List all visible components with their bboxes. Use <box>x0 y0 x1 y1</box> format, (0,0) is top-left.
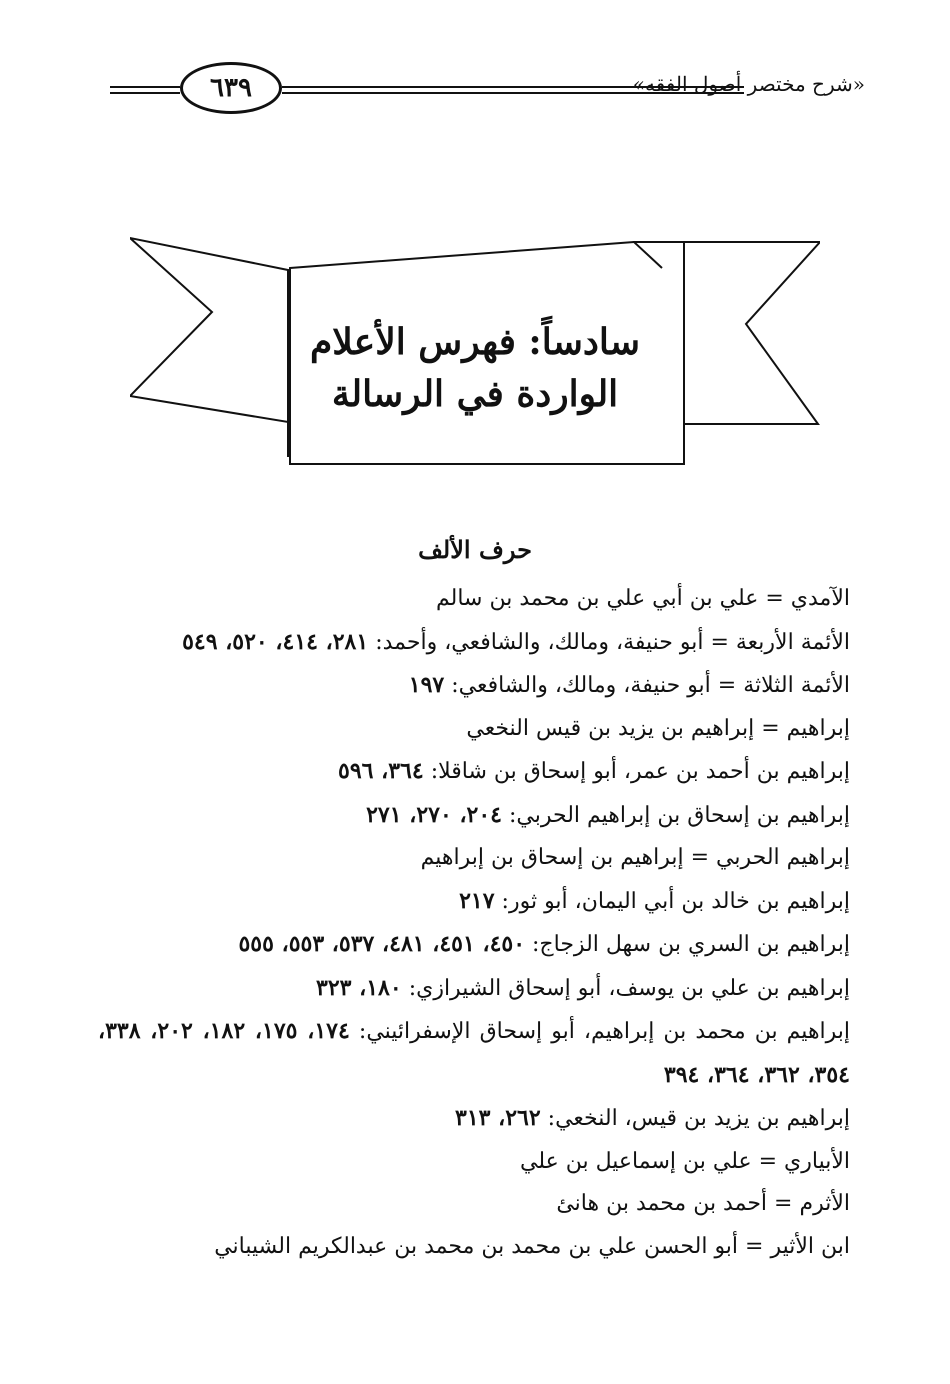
entry-name: إبراهيم بن يزيد بن قيس، النخعي: <box>547 1106 850 1131</box>
index-entry <box>98 794 850 838</box>
index-entry <box>98 967 850 1011</box>
entry-name: الأئمة الأربعة = أبو حنيفة، ومالك، والشافعي، وأحمد: <box>375 629 850 655</box>
index-entry <box>98 1097 850 1141</box>
entry-pages: ٣٦٤، ٥٩٦ <box>338 758 424 784</box>
index-entry <box>98 1141 850 1184</box>
index-entry <box>98 837 850 880</box>
index-entry <box>98 1183 850 1226</box>
entry-name: الأثرم = أحمد بن محمد بن هانئ <box>556 1191 850 1216</box>
entry-name: ابن الأثير = أبو الحسن علي بن محمد بن محمد بن عبدالكريم الشيباني <box>214 1233 850 1259</box>
index-entries <box>98 578 850 1268</box>
index-entry <box>98 621 850 665</box>
chapter-title-line-2: الواردة في الرسالة <box>331 373 619 415</box>
entry-name: إبراهيم بن أحمد بن عمر، أبو إسحاق بن شاقلا: <box>430 759 850 784</box>
page-number: ٦٣٩ <box>180 62 282 114</box>
chapter-title <box>290 316 660 420</box>
entry-name: إبراهيم بن خالد بن أبي اليمان، أبو ثور: <box>501 888 850 914</box>
entry-pages: ٢٠٤، ٢٧٠، ٢٧١ <box>366 801 502 828</box>
section-heading: حرف الألف <box>418 535 532 564</box>
index-entry <box>98 1010 850 1097</box>
entry-name: إبراهيم بن علي بن يوسف، أبو إسحاق الشيرازي: <box>408 975 850 1001</box>
header-rule-left <box>110 86 180 94</box>
entry-name: الآمدي = علي بن أبي علي بن محمد بن سالم <box>436 586 850 611</box>
entry-pages: ١٨٠، ٣٢٣ <box>316 974 402 1001</box>
entry-name: الأبياري = علي بن إسماعيل بن علي <box>520 1148 850 1174</box>
chapter-title-line-1: سادساً: فهرس الأعلام <box>309 321 641 363</box>
chapter-banner <box>130 228 820 468</box>
entry-name: إبراهيم الحربي = إبراهيم بن إسحاق بن إبراهيم <box>420 845 850 870</box>
entry-name: الأئمة الثلاثة = أبو حنيفة، ومالك، والشافعي: <box>451 673 850 698</box>
entry-name: إبراهيم بن محمد بن إبراهيم، أبو إسحاق الإسفرائيني: <box>358 1019 851 1044</box>
index-entry <box>98 578 850 621</box>
entry-pages: ٤٥٠، ٤٥١، ٤٨١، ٥٣٧، ٥٥٣، ٥٥٥ <box>238 931 526 957</box>
entry-name: إبراهيم بن السري بن سهل الزجاج: <box>532 932 850 957</box>
entry-name: إبراهيم بن إسحاق بن إبراهيم الحربي: <box>509 802 850 828</box>
running-header <box>110 58 865 130</box>
entry-pages: ٢٨١، ٤١٤، ٥٢٠، ٥٤٩ <box>182 628 369 655</box>
entry-pages: ٢٦٢، ٣١٣ <box>455 1105 541 1131</box>
index-entry <box>98 923 850 967</box>
index-entry <box>98 664 850 708</box>
entry-name: إبراهيم = إبراهيم بن يزيد بن قيس النخعي <box>466 715 850 741</box>
entry-pages: ١٩٧ <box>408 672 445 698</box>
index-entry <box>98 1226 850 1269</box>
index-entry <box>98 750 850 794</box>
entry-pages: ١٧٤، ١٧٥، ١٨٢، ٢٠٢، ٣٣٨، ٣٥٤، ٣٦٢، ٣٦٤، ٣٩٤ <box>98 1018 850 1088</box>
book-title: «شرح مختصر أصول الفقه» <box>632 72 865 96</box>
index-entry <box>98 708 850 751</box>
index-entry <box>98 880 850 924</box>
entry-pages: ٢١٧ <box>459 887 495 914</box>
